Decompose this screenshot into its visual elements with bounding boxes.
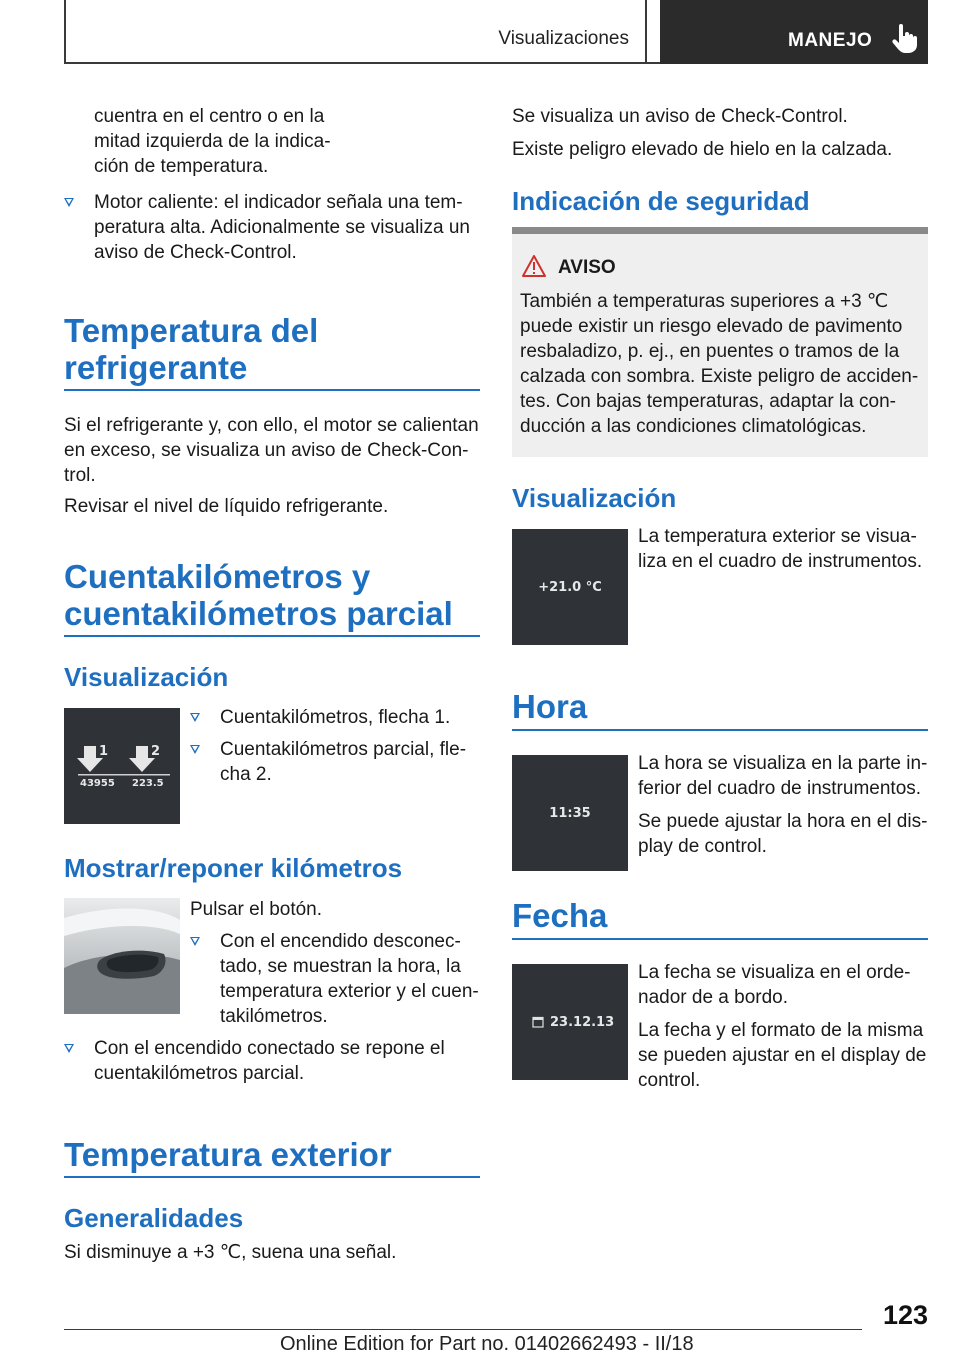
trip-value: 223.5 <box>132 778 164 789</box>
odometer-display-image <box>64 708 180 824</box>
paragraph-press-button: Pulsar el botón. <box>190 899 323 920</box>
warning-text: También a temperaturas superiores a +3 ℃ puede existir un riesgo elevado de pavimento resbaladizo, p. ej., en puentes o tramos de la calzada con sombra. Existe peligro de acciden- tes. Con bajas temperaturas, adaptar la con- ducción a las condiciones climatológicas. <box>520 291 919 437</box>
paragraph-time-1: La hora se visualiza en la parte in- ferior del cuadro de instrumentos. <box>638 753 928 799</box>
heading-generalities: Generalidades <box>64 1203 244 1233</box>
paragraph-date-2: La fecha y el formato de la misma se pueden ajustar en el display de control. <box>638 1020 927 1091</box>
paragraph-coolant-check: Revisar el nivel de líquido refrigerante. <box>64 496 389 517</box>
heading-rule <box>64 635 480 637</box>
paragraph-check-control: Se visualiza un aviso de Check-Control. <box>512 106 848 127</box>
hand-pointer-icon <box>892 24 918 54</box>
heading-rule <box>512 938 928 940</box>
temperature-value: +21.0 °C <box>538 580 602 595</box>
heading-rule <box>512 729 928 731</box>
paragraph-coolant: Si el refrigerante y, con ello, el motor se calientan en exceso, se visualiza un aviso de Check-Con- trol. <box>64 415 479 486</box>
chapter-label: MANEJO <box>788 30 873 51</box>
bullet-triangle-icon <box>190 937 200 946</box>
list-item-text: Con el encendido desconec- tado, se muestran la hora, la temperatura exterior y el cuen- takilómetros. <box>220 931 479 1027</box>
heading-odometer-display: Visualización <box>64 662 229 692</box>
edition-note: Online Edition for Part no. 01402662493 - II/18 <box>280 1333 694 1355</box>
bullet-triangle-icon <box>64 198 74 207</box>
warning-box <box>512 227 928 457</box>
list-item-text: Con el encendido conectado se repone el cuentakilómetros parcial. <box>94 1038 445 1084</box>
list-item-text: Cuentakilómetros parcial, fle- cha 2. <box>220 739 467 785</box>
paragraph-display: La temperatura exterior se visua- liza en el cuadro de instrumentos. <box>638 526 923 572</box>
heading-odometer: Cuentakilómetros y cuentakilómetros parcial <box>64 558 453 632</box>
date-display-image <box>512 964 628 1080</box>
heading-safety: Indicación de seguridad <box>512 186 810 216</box>
time-value: 11:35 <box>549 806 591 821</box>
heading-outside-temp: Temperatura exterior <box>64 1136 392 1173</box>
paragraph-date-1: La fecha se visualiza en el orde- nador de a bordo. <box>638 962 911 1008</box>
paragraph-time-2: Se puede ajustar la hora en el dis- play de control. <box>638 811 928 857</box>
calendar-icon <box>532 1016 544 1028</box>
arrow-2-label: 2 <box>151 744 161 759</box>
list-item-text: Motor caliente: el indicador señala una tem- peratura alta. Adicionalmente se visualiza un aviso de Check-Control. <box>94 192 471 263</box>
reset-button-icon <box>64 898 180 1014</box>
button-photo <box>64 898 180 1014</box>
paragraph-ice-danger: Existe peligro elevado de hielo en la calzada. <box>512 139 893 160</box>
paragraph-generalities: Si disminuye a +3 ℃, suena una señal. <box>64 1242 397 1263</box>
date-value: 23.12.13 <box>550 1015 615 1030</box>
odometer-value: 43955 <box>80 778 115 789</box>
heading-display: Visualización <box>512 483 677 513</box>
header-tab <box>64 0 647 62</box>
footer-rule <box>64 1329 862 1330</box>
bullet-triangle-icon <box>64 1044 74 1053</box>
bullet-triangle-icon <box>190 745 200 754</box>
heading-rule <box>64 389 480 391</box>
time-display-image <box>512 755 628 871</box>
heading-reset-km: Mostrar/reponer kilómetros <box>64 853 403 883</box>
odometer-arrows-icon <box>64 708 180 824</box>
heading-time: Hora <box>512 688 588 725</box>
bullet-triangle-icon <box>190 713 200 722</box>
header-chapter <box>660 0 928 64</box>
heading-date: Fecha <box>512 897 608 934</box>
header-section: Visualizaciones <box>498 28 629 49</box>
warning-title: AVISO <box>558 257 616 278</box>
warning-bar <box>512 227 928 234</box>
paragraph-continuation: cuentra en el centro o en la mitad izquierda de la indica- ción de temperatura. <box>94 106 331 177</box>
arrow-1-label: 1 <box>99 744 109 759</box>
page-number: 123 <box>882 1300 928 1330</box>
heading-coolant: Temperatura del refrigerante <box>64 312 319 386</box>
list-item-text: Cuentakilómetros, flecha 1. <box>220 707 451 728</box>
heading-rule <box>64 1176 480 1178</box>
temperature-display-image <box>512 529 628 645</box>
warning-triangle-icon <box>522 255 546 277</box>
